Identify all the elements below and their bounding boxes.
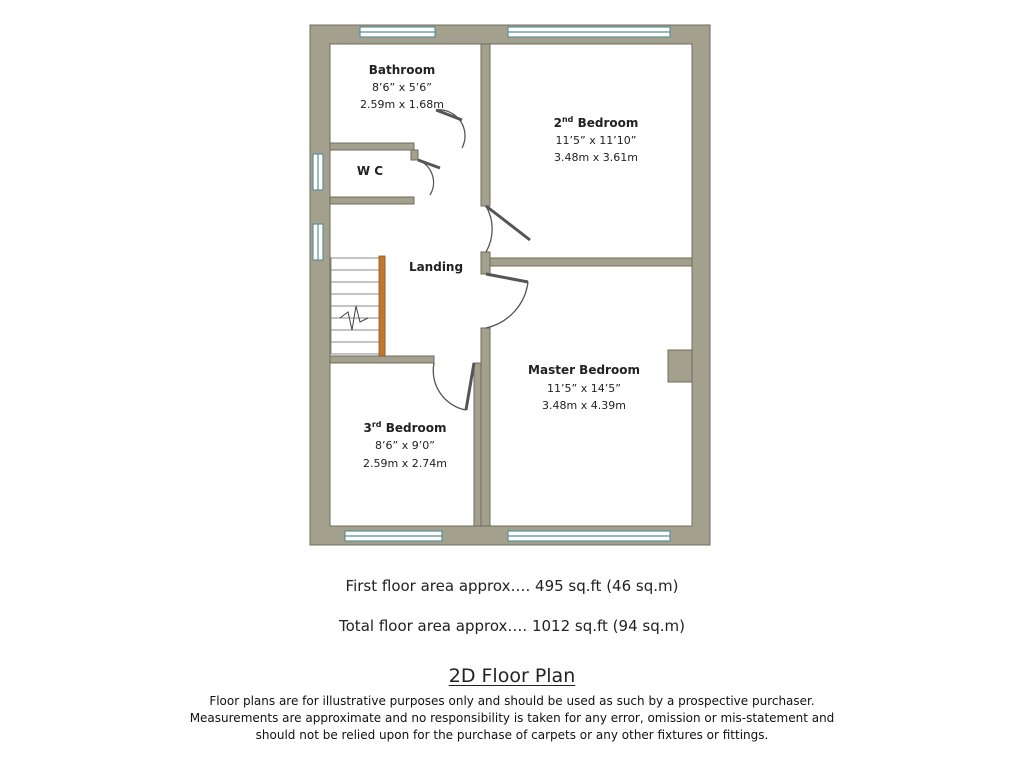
staircase (331, 258, 385, 354)
bedroom-3-name: 3rd Bedroom (363, 420, 447, 435)
wc-name: W C (356, 164, 384, 178)
bathroom-name: Bathroom (368, 63, 436, 77)
total-floor-area: Total floor area approx…. 1012 sq.ft (94 sq.m) (339, 617, 685, 635)
disclaimer-line-2: Measurements are approximate and no responsibility is taken for any error, omission or mis-statement and (189, 711, 835, 725)
bedroom-2-name: 2nd Bedroom (553, 115, 639, 130)
disclaimer-line-3: should not be relied upon for the purchase of carpets or any other fixtures or fittings. (255, 728, 769, 742)
bedroom-3-dim-imperial: 8’6” x 9’0” (375, 439, 435, 452)
bedroom-3-dim-metric: 2.59m x 2.74m (363, 457, 447, 470)
disclaimer-line-1: Floor plans are for illustrative purposes only and should be used as such by a prospective purchaser. (209, 694, 815, 708)
bedroom-2-dim-metric: 3.48m x 3.61m (554, 151, 638, 164)
landing-name: Landing (408, 260, 464, 274)
stair-handrail (379, 256, 385, 356)
master-bedroom-dim-imperial: 11’5” x 14’5” (547, 382, 621, 395)
master-bedroom-name: Master Bedroom (528, 363, 640, 377)
bathroom-dim-metric: 2.59m x 1.68m (360, 98, 444, 111)
bedroom-2-dim-imperial: 11’5” x 11’10” (555, 134, 637, 147)
master-bedroom-dim-metric: 3.48m x 4.39m (542, 399, 626, 412)
first-floor-area: First floor area approx…. 495 sq.ft (46 sq.m) (345, 577, 679, 595)
plan-title (0, 665, 1024, 687)
bathroom-dim-imperial: 8’6” x 5’6” (372, 81, 432, 94)
plan-title-text: 2D Floor Plan (448, 665, 576, 687)
